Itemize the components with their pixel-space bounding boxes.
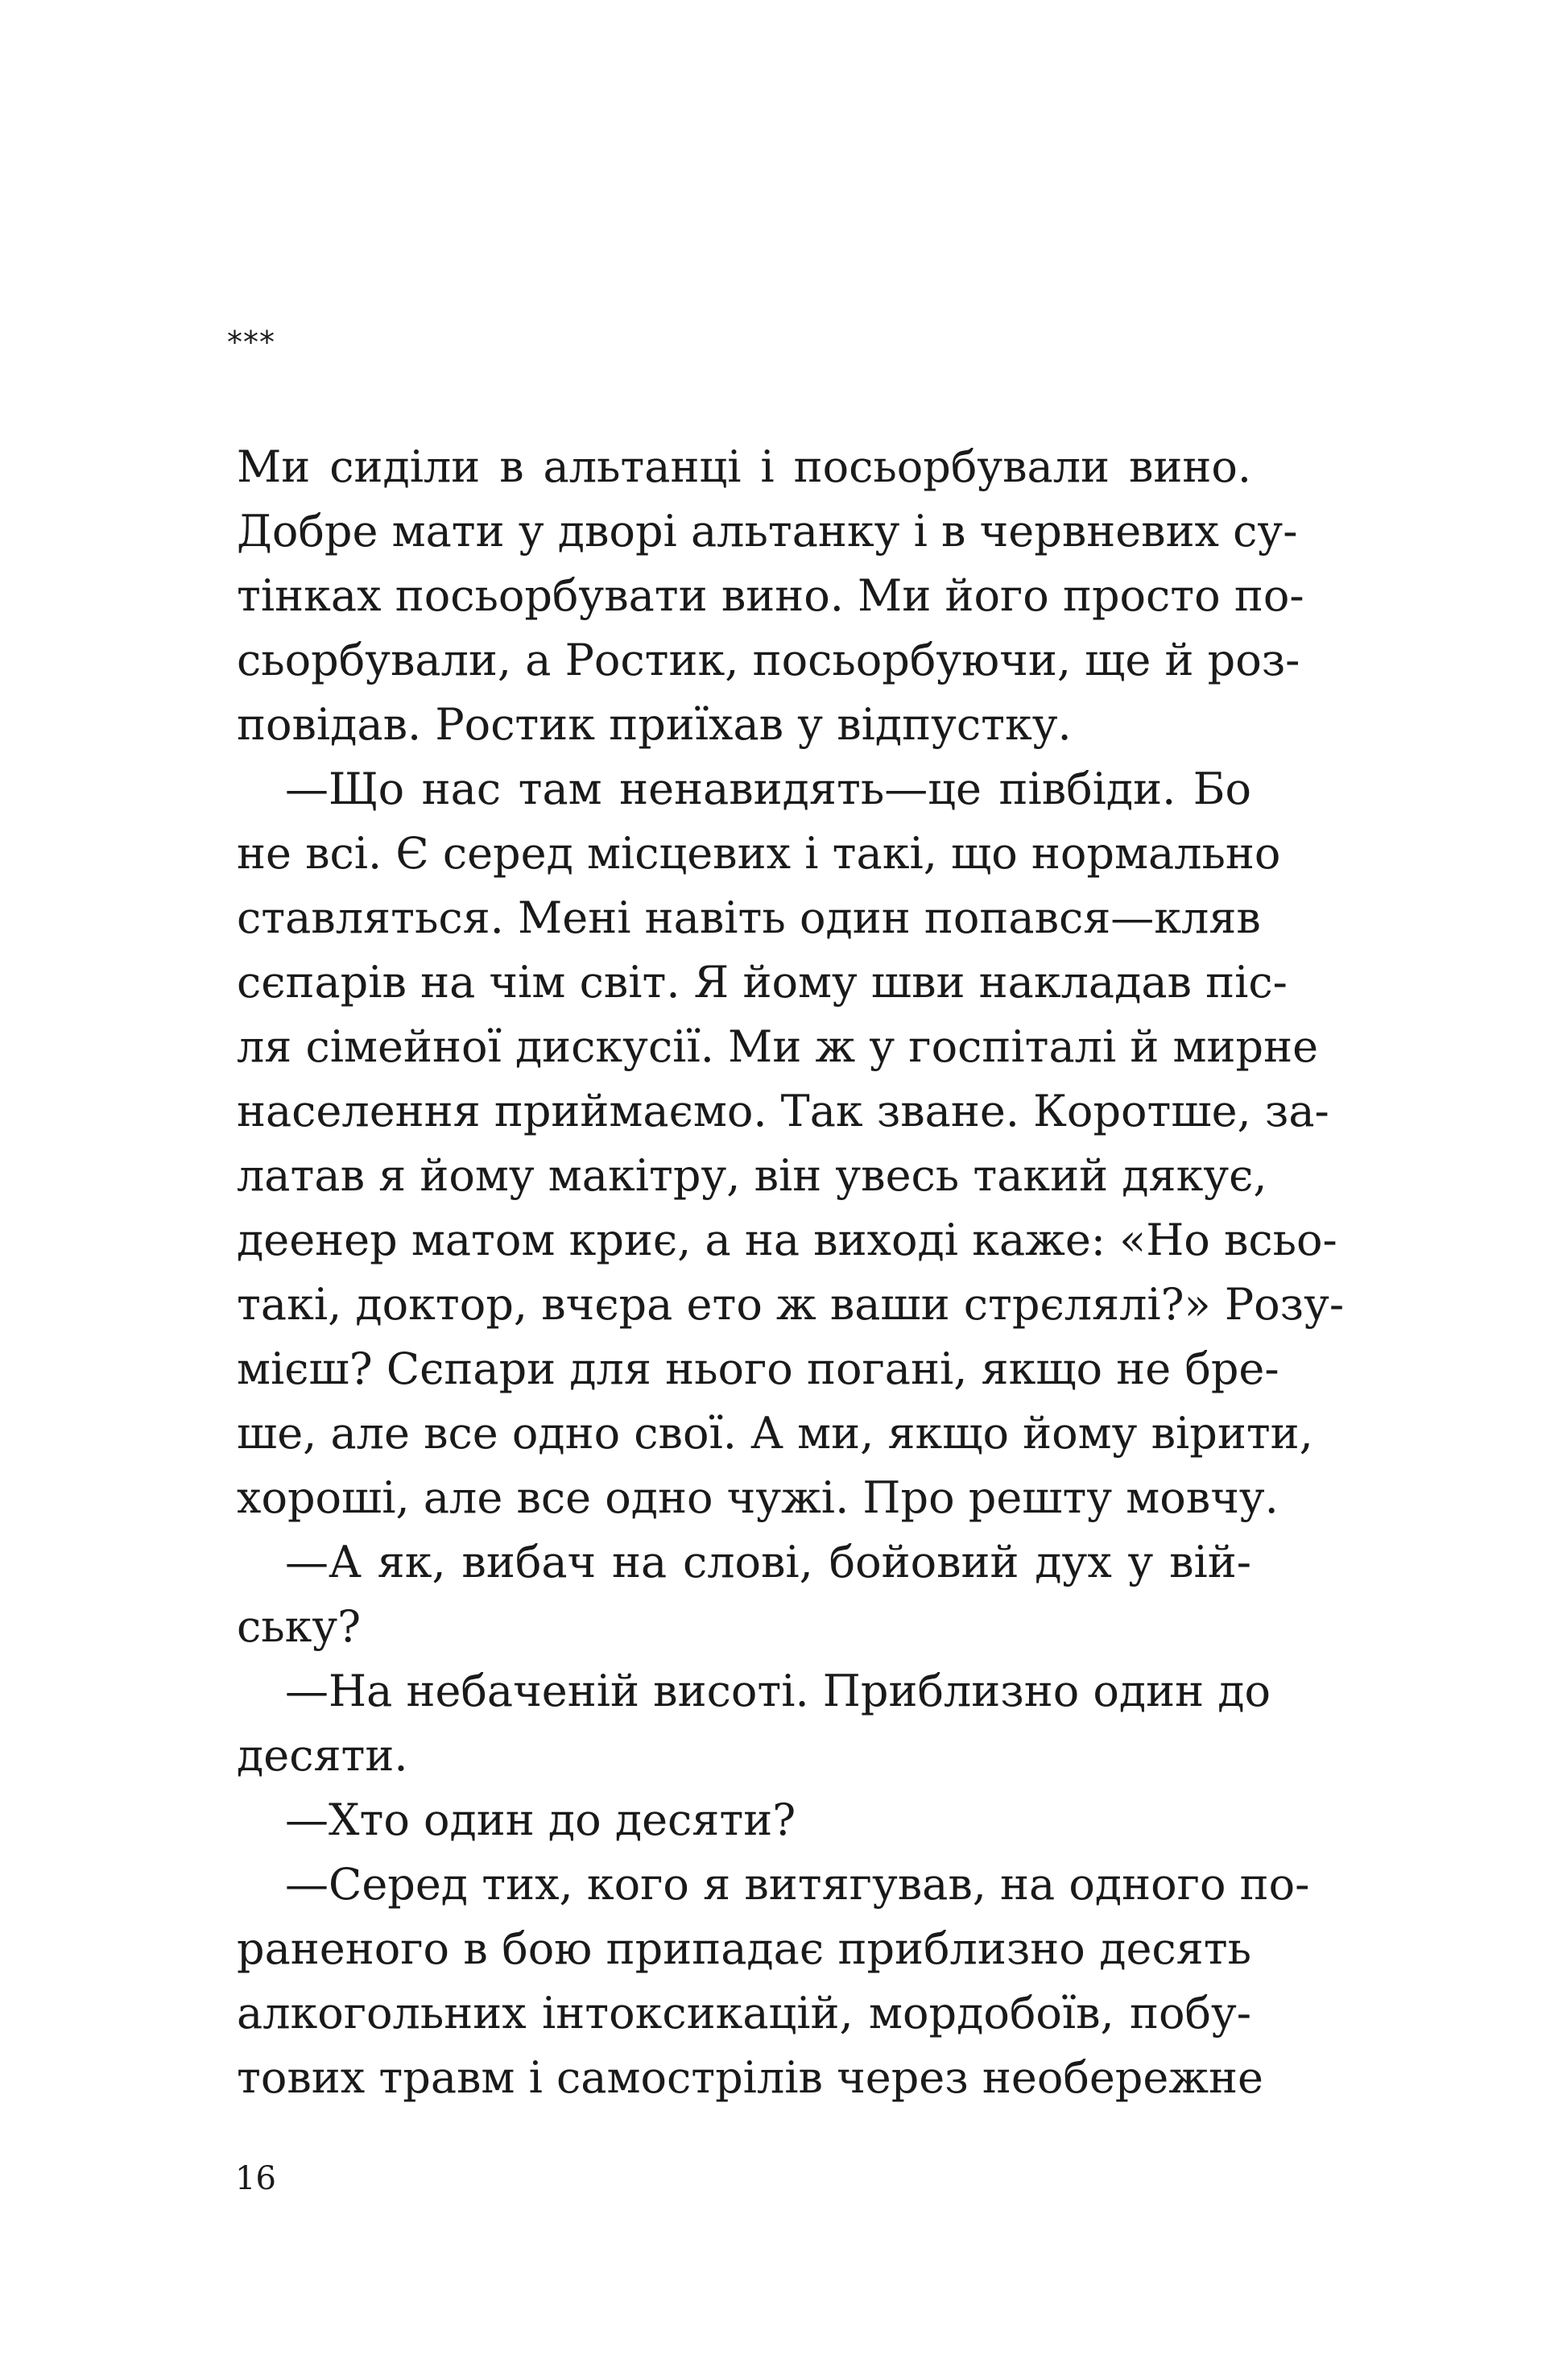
text-line: Ми сиділи в альтанці і посьорбували вино. bbox=[237, 441, 1251, 492]
text-line: такі, доктор, вчєра ето ж ваши стрєлялі?» Розу- bbox=[237, 1279, 1345, 1330]
text-line: сєпарів на чім світ. Я йому шви накладав піс- bbox=[237, 957, 1288, 1008]
text-line: латав я йому макітру, він увесь такий дякує, bbox=[237, 1150, 1267, 1201]
text-line: тінках посьорбувати вино. Ми його просто по- bbox=[237, 570, 1304, 621]
text-line: не всі. Є серед місцевих і такі, що нормально bbox=[237, 828, 1281, 879]
text-line: —Хто один до десяти? bbox=[285, 1794, 796, 1845]
text-line: тових травм і самострілів через необережне bbox=[237, 2052, 1263, 2103]
page-number: 16 bbox=[235, 2160, 276, 2197]
text-line: ську? bbox=[237, 1601, 362, 1652]
text-line: деенер матом криє, а на виході каже: «Но всьо- bbox=[237, 1215, 1337, 1265]
text-line: повідав. Ростик приїхав у відпустку. bbox=[237, 699, 1072, 750]
text-line: десяти. bbox=[237, 1730, 408, 1781]
body-text bbox=[237, 435, 1345, 2110]
text-line: раненого в бою припадає приблизно десять bbox=[237, 1923, 1251, 1974]
text-line: мієш? Сєпари для нього погані, якщо не бре- bbox=[237, 1343, 1279, 1394]
text-line: населення приймаємо. Так зване. Коротше, за- bbox=[237, 1086, 1329, 1136]
text-line: ставляться. Мені навіть один попався—кляв bbox=[237, 892, 1261, 943]
text-line: ля сімейної дискусії. Ми ж у госпіталі й мирне bbox=[237, 1021, 1319, 1072]
text-line: —На небаченій висоті. Приблизно один до bbox=[285, 1666, 1271, 1716]
section-separator: *** bbox=[227, 325, 275, 360]
text-line: —Що нас там ненавидять—це півбіди. Бо bbox=[285, 764, 1251, 814]
text-line: —А як, вибач на слові, бойовий дух у вій- bbox=[285, 1537, 1251, 1587]
text-line: сьорбували, а Ростик, посьорбуючи, ще й роз- bbox=[237, 635, 1300, 685]
text-line: ше, але все одно свої. А ми, якщо йому вірити, bbox=[237, 1408, 1313, 1459]
text-line: хороші, але все одно чужі. Про решту мовчу. bbox=[237, 1472, 1279, 1523]
text-line: алкогольних інтоксикацій, мордобоїв, побу- bbox=[237, 1988, 1251, 2039]
text-line: Добре мати у дворі альтанку і в червневих су- bbox=[237, 506, 1298, 557]
text-line: —Серед тих, кого я витягував, на одного по- bbox=[285, 1859, 1310, 1910]
